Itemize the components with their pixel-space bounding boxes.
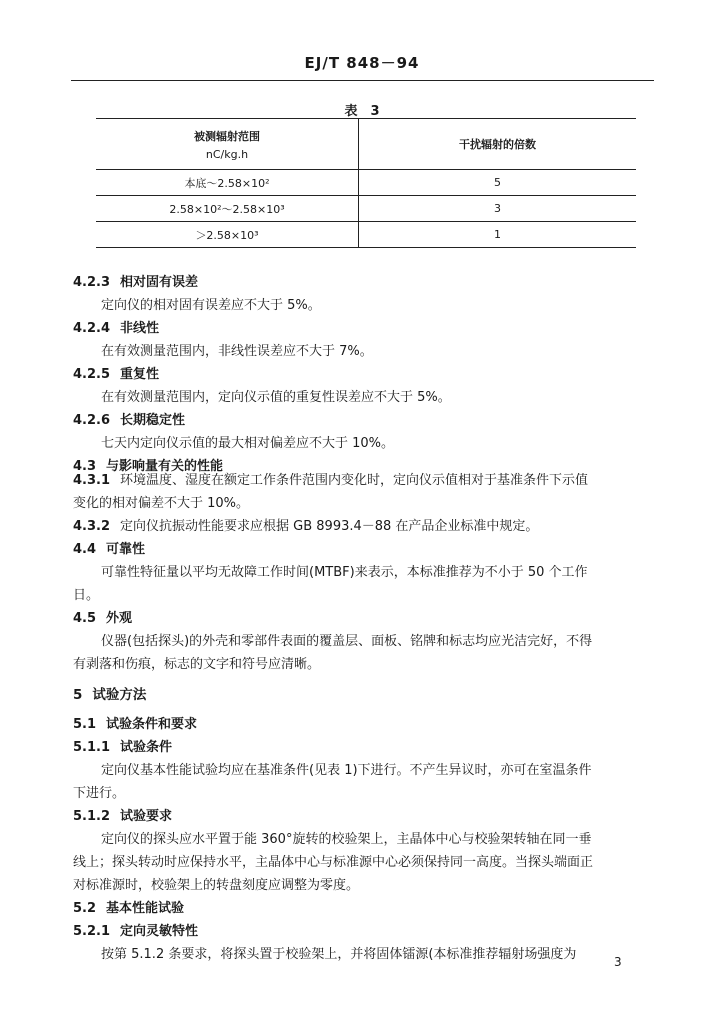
clause-text: 定向仪抗振动性能要求应根据 GB 8993.4－88 在产品企业标准中规定。 [120, 519, 539, 534]
clause-title: 非线性 [120, 321, 160, 336]
paragraph-line: 七天内定向仪示值的最大相对偏差应不大于 10%。 [101, 436, 395, 451]
clause-heading [73, 541, 145, 559]
clause-number: 5.1 [73, 717, 97, 732]
table-row [96, 222, 636, 248]
section-title: 试验方法 [92, 687, 147, 703]
column-header-factor: 干扰辐射的倍数 [359, 119, 637, 170]
clause-number: 4.3.1 [73, 473, 111, 488]
clause-number: 5.1.2 [73, 809, 111, 824]
paragraph-line: 定向仪的相对固有误差应不大于 5%。 [101, 298, 321, 313]
clause-number: 4.5 [73, 611, 97, 626]
clause-number: 5.1.1 [73, 740, 111, 755]
clause-heading [73, 900, 184, 918]
clause-title: 试验要求 [120, 809, 173, 824]
section-heading [73, 686, 146, 704]
section-number: 5 [73, 687, 83, 703]
clause-title: 与影响量有关的性能 [106, 459, 224, 474]
paragraph-line: 对标准源时，校验架上的转盘刻度应调整为零度。 [73, 878, 360, 893]
clause-title: 重复性 [120, 367, 160, 382]
clause-number: 4.3.2 [73, 519, 111, 534]
clause-title: 可靠性 [106, 542, 146, 557]
table-title: 表 3 [344, 104, 380, 119]
clause-heading [73, 808, 172, 826]
header-rule [71, 80, 654, 81]
table-header-row [96, 119, 636, 170]
clause-number: 4.2.3 [73, 275, 111, 290]
clause-number: 4.2.5 [73, 367, 111, 382]
cell-range: 本底～2.58×10² [96, 170, 359, 196]
clause-heading [73, 716, 197, 734]
clause-title: 试验条件 [120, 740, 173, 755]
clause-number: 4.2.4 [73, 321, 111, 336]
paragraph-line [73, 472, 588, 490]
clause-heading [73, 320, 159, 338]
paragraph-line: 在有效测量范围内，非线性误差应不大于 7%。 [101, 344, 373, 359]
clause-text: 环境温度、湿度在额定工作条件范围内变化时，定向仪示值相对于基准条件下示值 [120, 473, 589, 488]
cell-range: 2.58×10²～2.58×10³ [96, 196, 359, 222]
cell-factor: 1 [359, 222, 637, 248]
clause-title: 定向灵敏特性 [120, 924, 199, 939]
paragraph-line: 可靠性特征量以平均无故障工作时间(MTBF)来表示，本标准推荐为不小于 50 个工作 [101, 565, 588, 580]
column-header-range [96, 119, 359, 170]
paragraph-line: 仪器(包括探头)的外壳和零部件表面的覆盖层、面板、铭牌和标志均应光洁完好，不得 [101, 634, 593, 649]
clause-title: 基本性能试验 [106, 901, 185, 916]
paragraph-line: 变化的相对偏差不大于 10%。 [73, 496, 250, 511]
clause-heading [73, 739, 172, 757]
clause-heading [73, 610, 132, 628]
clause-number: 5.2 [73, 901, 97, 916]
table-3 [96, 118, 636, 248]
paragraph-line: 在有效测量范围内，定向仪示值的重复性误差应不大于 5%。 [101, 390, 451, 405]
clause-title: 试验条件和要求 [106, 717, 198, 732]
clause-heading [73, 366, 159, 384]
clause-number: 4.4 [73, 542, 97, 557]
page-number: 3 [614, 955, 622, 969]
paragraph-line: 线上；探头转动时应保持水平，主晶体中心与标准源中心必须保持同一高度。当探头端面正 [73, 855, 594, 870]
cell-factor: 3 [359, 196, 637, 222]
document-code: EJ/T 848－94 [304, 54, 420, 72]
clause-title: 外观 [106, 611, 133, 626]
paragraph-line: 定向仪的探头应水平置于能 360°旋转的校验架上，主晶体中心与校验架转轴在同一垂 [101, 832, 592, 847]
clause-number: 4.3 [73, 459, 97, 474]
table-row [96, 196, 636, 222]
paragraph-line [73, 518, 538, 536]
clause-heading [73, 274, 198, 292]
column-header-range-unit: nC/kg.h [205, 147, 249, 161]
clause-title: 相对固有误差 [120, 275, 199, 290]
cell-factor: 5 [359, 170, 637, 196]
paragraph-line: 定向仪基本性能试验均应在基准条件(见表 1)下进行。不产生异议时，亦可在室温条件 [101, 763, 592, 778]
clause-heading [73, 412, 185, 430]
table-row [96, 170, 636, 196]
column-header-range-label: 被测辐射范围 [194, 129, 260, 143]
clause-number: 4.2.6 [73, 413, 111, 428]
paragraph-line: 下进行。 [73, 786, 126, 801]
cell-range: ＞2.58×10³ [96, 222, 359, 248]
paragraph-line: 有剥落和伤痕，标志的文字和符号应清晰。 [73, 657, 321, 672]
paragraph-line: 按第 5.1.2 条要求，将探头置于校验架上，并将固体镭源(本标准推荐辐射场强度为 [101, 947, 577, 962]
clause-title: 长期稳定性 [120, 413, 186, 428]
paragraph-line: 日。 [73, 588, 100, 603]
clause-number: 5.2.1 [73, 924, 111, 939]
clause-heading [73, 923, 198, 941]
